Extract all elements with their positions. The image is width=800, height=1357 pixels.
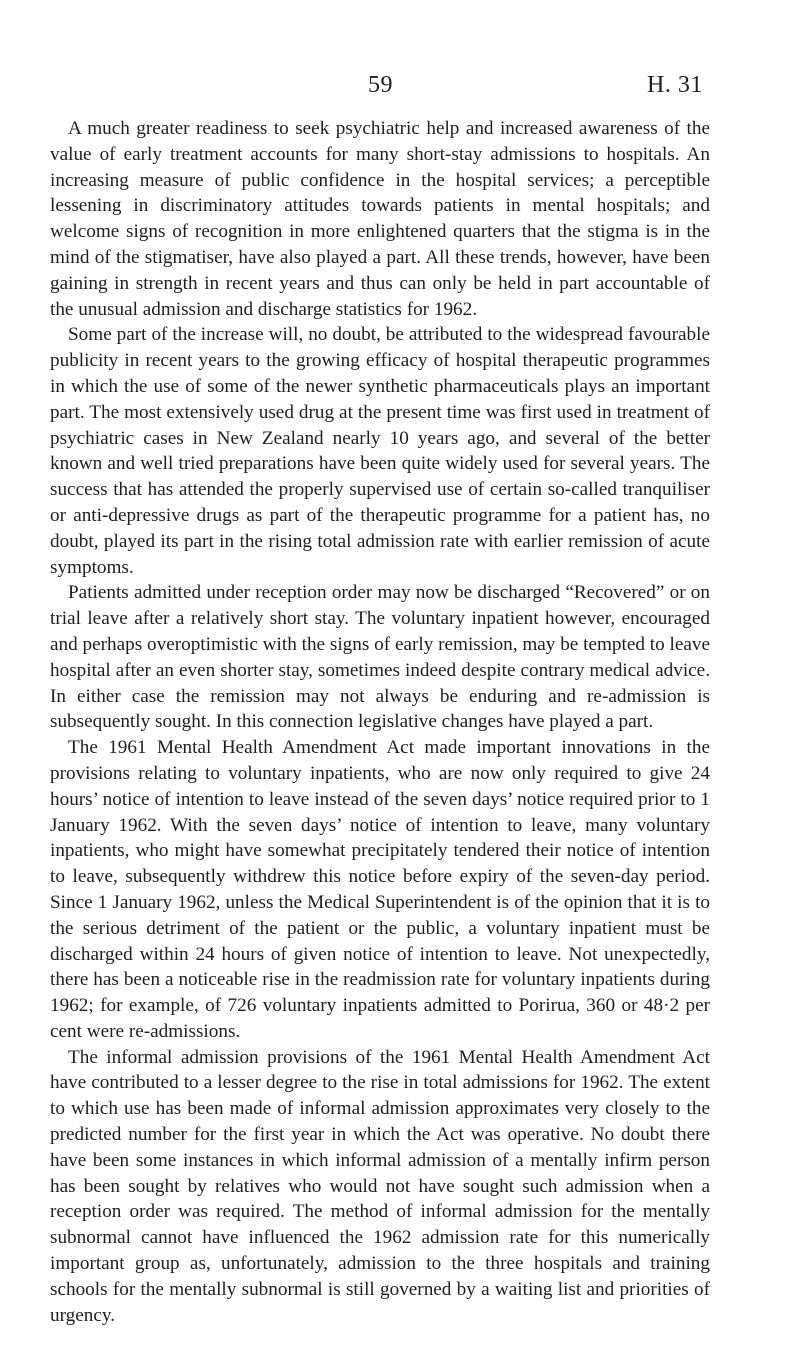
body-text: [50, 116, 710, 1328]
paragraph-4: The 1961 Mental Health Amendment Act made important innovations in the provisions relating to voluntary inpatients, who are now only required to give 24 hours’ notice of intention to leave instead of the seven days’ notice required prior to 1 January 1962. With the seven days’ notice of intention to leave, many voluntary inpatients, who might have somewhat precipitately tendered their notice of intention to leave, subsequently withdrew this notice before expiry of the seven-day period. Since 1 January 1962, unless the Medical Superintendent is of the opinion that it is to the serious detriment of the patient or the public, a voluntary inpatient must be discharged within 24 hours of given notice of intention to leave. Not unexpectedly, there has been a noticeable rise in the readmission rate for voluntary inpatients during 1962; for example, of 726 voluntary inpatients admitted to Porirua, 360 or 48·2 per cent were re-admissions.: [50, 737, 710, 1042]
paragraph-5: The informal admission provisions of the 1961 Mental Health Amendment Act have contributed to a lesser degree to the rise in total admissions for 1962. The extent to which use has been made of informal admission approximates very closely to the predicted number for the first year in which the Act was operative. No doubt there have been some instances in which informal admission of a mentally infirm person has been sought by relatives who would not have sought such admission when a reception order was required. The method of informal admission for the mentally subnormal cannot have influenced the 1962 admission rate for this numerically important group as, unfortunately, admission to the three hospitals and training schools for the mentally subnormal is still governed by a waiting list and priorities of urgency.: [50, 1046, 710, 1326]
document-reference: H. 31: [647, 72, 703, 98]
paragraph-1: A much greater readiness to seek psychiatric help and increased awareness of the value of early treatment accounts for many short-stay admissions to hospitals. An increasing measure of public confidence in the hospital services; a perceptible lessening in discriminatory attitudes towards patients in mental hospitals; and welcome signs of recognition in more enlightened quarters that the stigma is in the mind of the stigmatiser, have also played a part. All these trends, however, have been gaining in strength in recent years and thus can only be held in part accountable of the unusual admission and discharge statistics for 1962.: [50, 118, 710, 320]
paragraph-3: Patients admitted under reception order may now be discharged “Recovered” or on trial leave after a relatively short stay. The voluntary inpatient however, encouraged and perhaps overoptimistic with the signs of early remission, may be tempted to leave hospital after an even shorter stay, sometimes indeed despite contrary medical advice. In either case the remission may not always be enduring and re-admission is subsequently sought. In this connection legislative changes have played a part.: [50, 582, 710, 733]
paragraph-2: Some part of the increase will, no doubt, be attributed to the widespread favourable publicity in recent years to the growing efficacy of hospital therapeutic programmes in which the use of some of the newer synthetic pharmaceuticals plays an important part. The most extensively used drug at the present time was first used in treatment of psychiatric cases in New Zealand nearly 10 years ago, and several of the better known and well tried preparations have been quite widely used for several years. The success that has attended the properly supervised use of certain so-called tranquiliser or anti-depressive drugs as part of the therapeutic programme for a patient has, no doubt, played its part in the rising total admission rate with earlier remission of acute symptoms.: [50, 324, 710, 578]
page-number: 59: [368, 72, 393, 98]
